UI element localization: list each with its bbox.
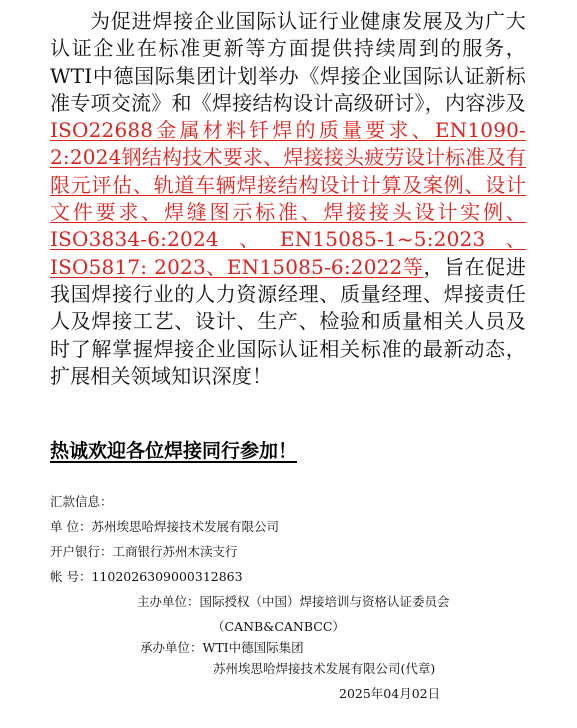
intro-highlighted-standards: ISO22688金属材料钎焊的质量要求、EN1090-2:2024钢结构技术要求、焊接接头疲劳设计标准及有限元评估、轨道车辆焊接结构设计计算及案例、设计文件要求、焊缝图示标准、焊接接头设计实例、ISO3834-6:2024、EN15085-1~5:2023、ISO5817: 2023、EN15085-6:2022等 — [50, 118, 526, 279]
remittance-unit: 单 位：苏州埃思哈焊接技术发展有限公司 — [50, 519, 279, 534]
remittance-account: 帐 号：1102026309000312863 — [50, 569, 243, 584]
intro-paragraph — [50, 8, 526, 390]
remittance-bank: 开户银行：工商银行苏州木渎支行 — [50, 544, 238, 559]
welcome-heading: 热诚欢迎各位焊接同行参加！ — [50, 440, 298, 462]
remittance-title: 汇款信息： — [50, 494, 113, 509]
host-organizer-line2: （CANB&CANBCC） — [212, 619, 345, 634]
host-organizer-line1: 主办单位：国际授权（中国）焊接培训与资格认证委员会 — [137, 594, 450, 609]
intro-text-end: ，旨在促进我国焊接行业的人力资源经理、质量经理、焊接责任人及焊接工艺、设计、生产、检验和质量相关人员及时了解掌握焊接企业国际认证相关标准的最新动态，扩展相关领域知识深度！ — [50, 254, 526, 388]
co-host-line1: 承办单位：WTI中德国际集团 — [140, 640, 304, 655]
document-date: 2025年04月02日 — [339, 686, 441, 701]
intro-text-start: 为促进焊接企业国际认证行业健康发展及为广大认证企业在标准更新等方面提供持续周到的服务，WTI中德国际集团计划举办《焊接企业国际认证新标准专项交流》和《焊接结构设计高级研讨》，内容涉及 — [50, 9, 526, 115]
co-host-line2: 苏州埃思哈焊接技术发展有限公司(代章) — [213, 661, 436, 676]
